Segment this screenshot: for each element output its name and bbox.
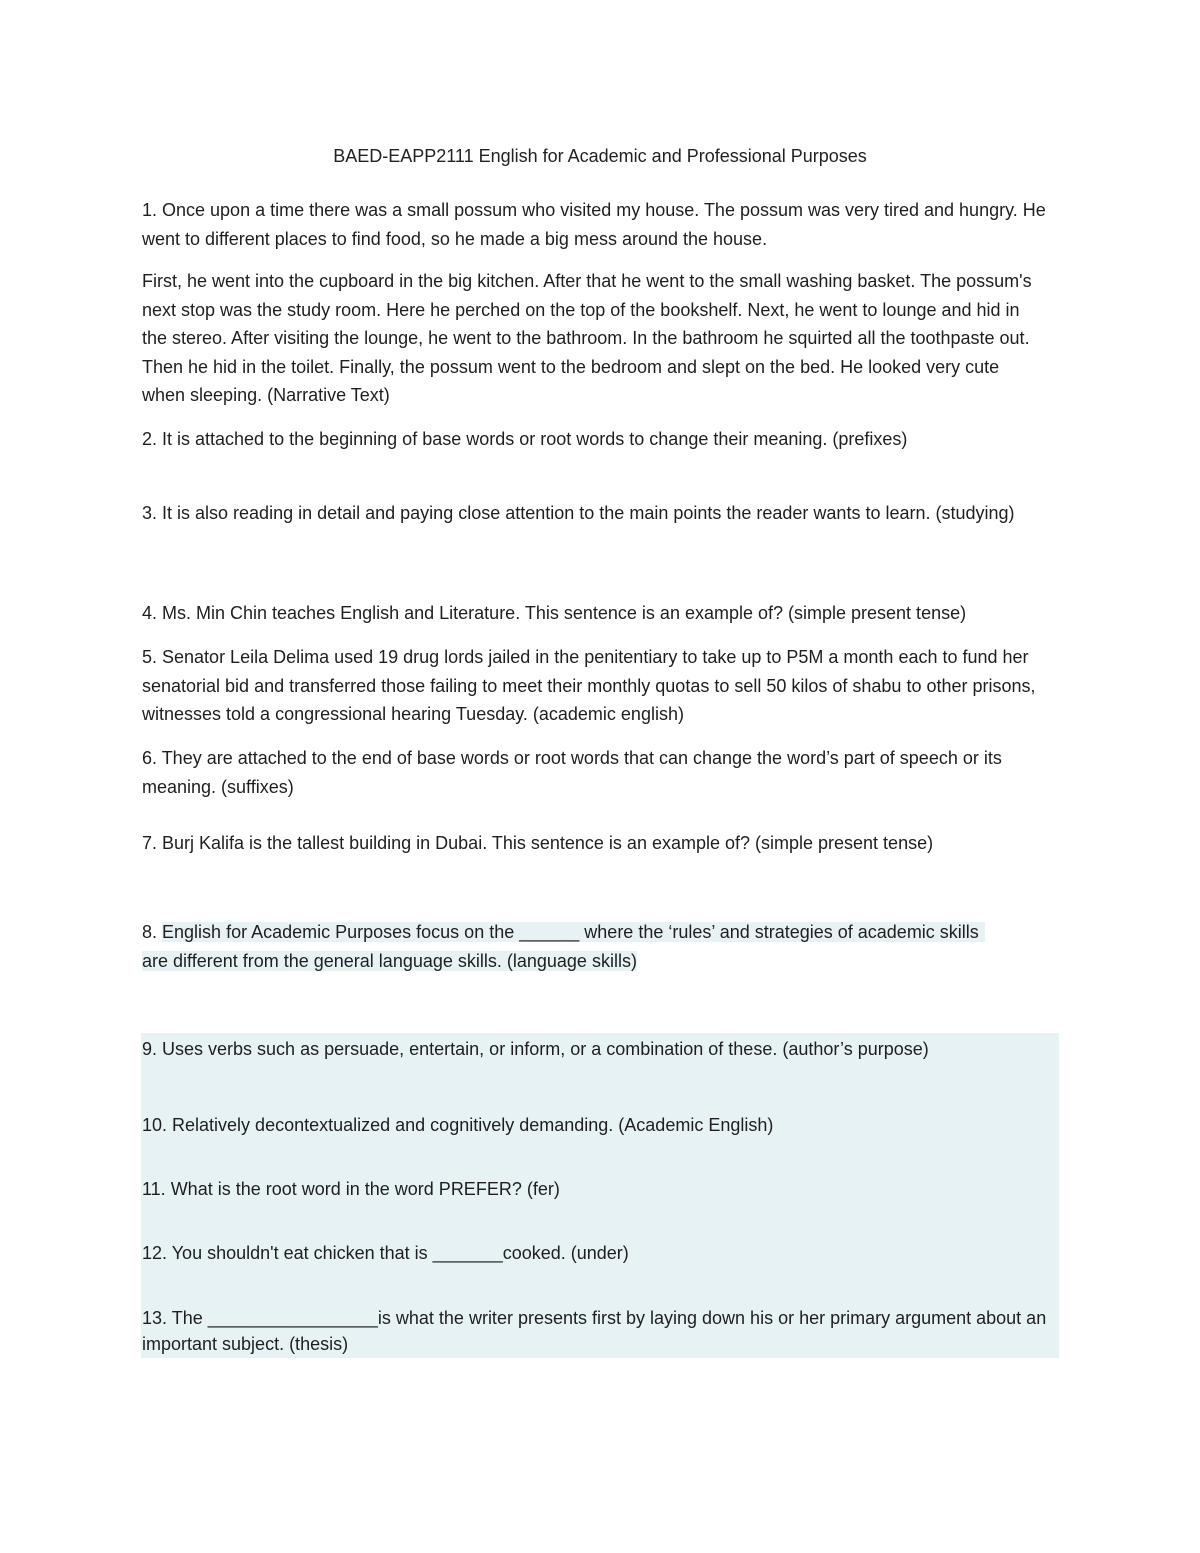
document-title: BAED-EAPP2111 English for Academic and Professional Purposes <box>333 146 867 166</box>
question-13: 13. The _________________is what the writer presents first by laying down his or her primary argument about an important subject. (thesis) <box>142 1308 1047 1354</box>
question-8-line-2: are different from the general language skills. (language skills) <box>142 950 637 971</box>
question-9: 9. Uses verbs such as persuade, entertain, or inform, or a combination of these. (author’s purpose) <box>142 1039 929 1059</box>
question-8-line-1: English for Academic Purposes focus on the ______ where the ‘rules’ and strategies of academic skills <box>162 922 985 942</box>
question-4: 4. Ms. Min Chin teaches English and Literature. This sentence is an example of? (simple present tense) <box>142 603 967 623</box>
question-11: 11. What is the root word in the word PREFER? (fer) <box>142 1179 560 1199</box>
question-6: 6. They are attached to the end of base words or root words that can change the word’s part of speech or its meaning. (suffixes) <box>142 748 1002 797</box>
question-7: 7. Burj Kalifa is the tallest building in Dubai. This sentence is an example of? (simple present tense) <box>142 833 934 853</box>
question-2: 2. It is attached to the beginning of base words or root words to change their meaning. (prefixes) <box>142 429 908 449</box>
question-8-number: 8. <box>142 922 158 942</box>
question-5: 5. Senator Leila Delima used 19 drug lords jailed in the penitentiary to take up to P5M a month each to fund her senatorial bid and transferred those failing to meet their monthly quotas to sell 50 kilos of shabu to other prisons, witnesses told a congressional hearing Tuesday. (academic english) <box>142 647 1036 725</box>
question-3: 3. It is also reading in detail and paying close attention to the main points the reader wants to learn. (studying) <box>142 503 1015 523</box>
question-1-body: First, he went into the cupboard in the big kitchen. After that he went to the small washing basket. The possum's next stop was the study room. Here he perched on the top of the bookshelf. Next, he went to lounge and hid in the stereo. After visiting the lounge, he went to the bathroom. In the bathroom he squirted all the toothpaste out. Then he hid in the toilet. Finally, the possum went to the bedroom and slept on the bed. He looked very cute when sleeping. (Narrative Text) <box>142 271 1032 406</box>
question-10: 10. Relatively decontextualized and cognitively demanding. (Academic English) <box>142 1115 774 1135</box>
question-8 <box>142 918 1142 975</box>
question-12: 12. You shouldn't eat chicken that is _______cooked. (under) <box>142 1243 629 1263</box>
question-1-intro: 1. Once upon a time there was a small possum who visited my house. The possum was very tired and hungry. He went to different places to find food, so he made a big mess around the house. <box>142 200 1046 249</box>
